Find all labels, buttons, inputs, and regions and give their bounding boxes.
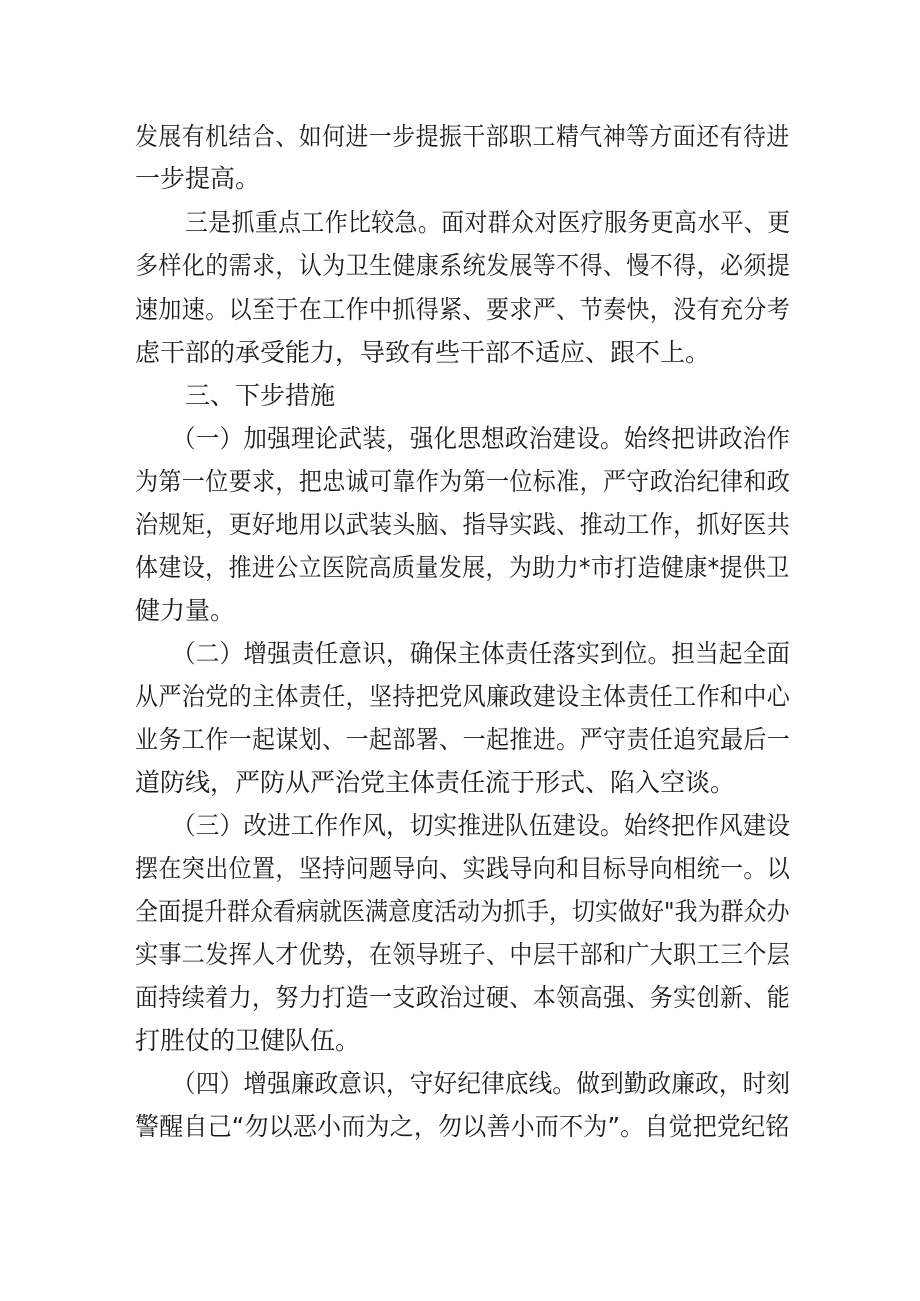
text-line: 三是抓重点工作比较急。面对群众对医疗服务更高水平、更	[185, 208, 791, 237]
text-line: （三）改进工作作风，切实推进队伍建设。始终把作风建设	[172, 811, 791, 840]
text-line: 治规矩，更好地用以武装头脑、指导实践、推动工作，抓好医共	[135, 510, 791, 539]
text-line: 速加速。以至于在工作中抓得紧、要求严、节奏快，没有充分考	[135, 295, 791, 324]
text-line: 体建设，推进公立医院高质量发展，为助力*市打造健康*提供卫	[135, 553, 790, 582]
section-heading: 三、下步措施	[185, 381, 336, 410]
text-line: 摆在突出位置，坚持问题导向、实践导向和目标导向相统一。以	[135, 854, 791, 883]
text-line: 业务工作一起谋划、一起部署、一起推进。严守责任追究最后一	[135, 725, 791, 754]
text-line: 面持续着力，努力打造一支政治过硬、本领高强、务实创新、能	[135, 983, 791, 1012]
text-line: 为第一位要求，把忠诚可靠作为第一位标准，严守政治纪律和政	[135, 467, 791, 496]
text-line: 发展有机结合、如何进一步提振干部职工精气神等方面还有待进	[135, 122, 790, 151]
text-line: 虑干部的承受能力，导致有些干部不适应、跟不上。	[135, 338, 711, 367]
text-line: （四）增强廉政意识，守好纪律底线。做到勤政廉政，时刻	[172, 1069, 791, 1098]
text-line: 打胜仗的卫健队伍。	[135, 1026, 361, 1055]
text-line: 健力量。	[135, 596, 236, 625]
text-line: （二）增强责任意识，确保主体责任落实到位。担当起全面	[172, 639, 791, 668]
text-line: 一步提高。	[135, 164, 261, 193]
text-line: 道防线，严防从严治党主体责任流于形式、陷入空谈。	[135, 768, 736, 797]
text-line: 多样化的需求，认为卫生健康系统发展等不得、慢不得，必须提	[135, 251, 791, 280]
text-line: 全面提升群众看病就医满意度活动为抓手，切实做好"我为群众办	[135, 897, 790, 926]
text-line: 实事二发挥人才优势，在领导班子、中层干部和广大职工三个层	[135, 940, 791, 969]
text-line: （一）加强理论武装，强化思想政治建设。始终把讲政治作	[172, 424, 791, 453]
text-line: 警醒自己“勿以恶小而为之，勿以善小而不为”。自觉把党纪铭	[135, 1112, 790, 1141]
text-line: 从严治党的主体责任，坚持把党风廉政建设主体责任工作和中心	[135, 682, 791, 711]
